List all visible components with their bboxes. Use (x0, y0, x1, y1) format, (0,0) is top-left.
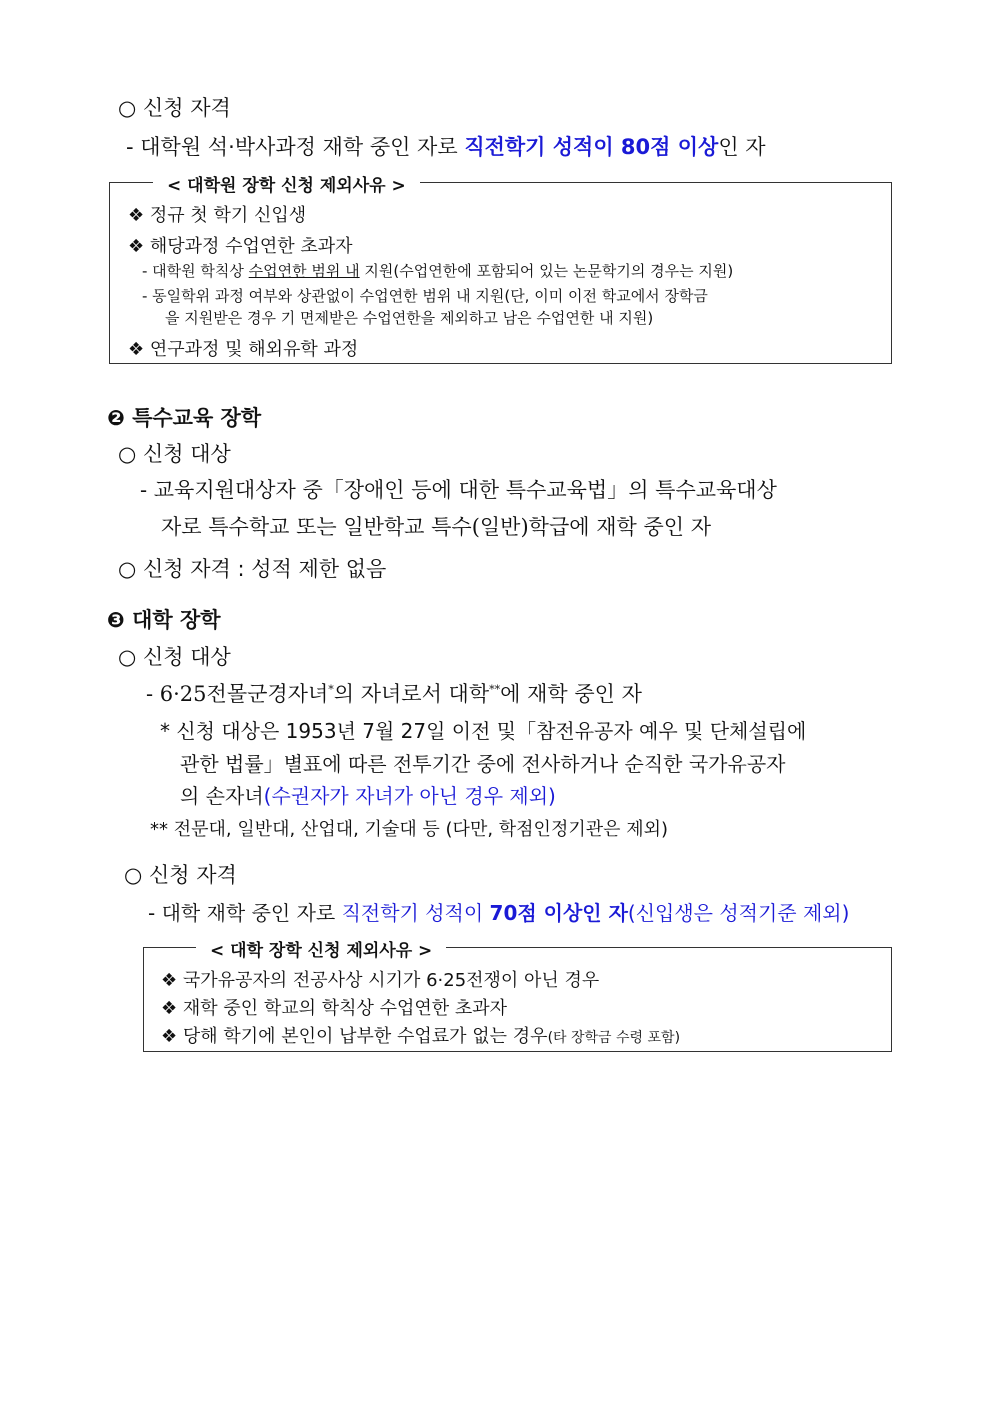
grad-qual-line (126, 131, 766, 161)
univ-qual-blue: 직전학기 성적이 (341, 901, 490, 925)
univ-target-sup2: ** (489, 683, 501, 696)
univ-exclusion-last-main: ❖ 당해 학기에 본인이 납부한 수업료가 없는 경우 (161, 1026, 548, 1047)
univ-note1-prefix: 의 손자녀 (180, 784, 264, 808)
grad-exclusion-sub2-line1: - 동일학위 과정 여부와 상관없이 수업연한 범위 내 지원(단, 이미 이전 학교에서 장학금 (142, 287, 708, 305)
grad-sub1-suffix: 지원(수업연한에 포함되어 있는 논문학기의 경우는 지원) (359, 262, 734, 280)
univ-note1-line3 (180, 780, 556, 809)
grad-qual-heading: ○ 신청 자격 (118, 96, 231, 120)
univ-exclusion-item: ❖ 재학 중인 학교의 학칙상 수업연한 초과자 (161, 998, 508, 1019)
univ-note1-line2: 관한 법률」별표에 따른 전투기간 중에 전사하거나 순직한 국가유공자 (180, 752, 786, 776)
univ-qual-heading: ○ 신청 자격 (124, 863, 237, 887)
grad-exclusion-title: < 대학원 장학 신청 제외사유 > (153, 171, 420, 196)
special-target-line1: - 교육지원대상자 중「장애인 등에 대한 특수교육법」의 특수교육대상 (140, 478, 777, 502)
univ-note2: ** 전문대, 일반대, 산업대, 기술대 등 (다만, 학점인정기관은 제외) (150, 819, 669, 840)
univ-exclusion-item-last (161, 1022, 680, 1048)
univ-heading: ❸ 대학 장학 (107, 608, 221, 632)
univ-target-part-a: - 6·25전몰군경자녀 (146, 682, 329, 706)
grad-exclusion-sub1 (142, 260, 733, 281)
grad-qual-suffix: 인 자 (718, 135, 766, 159)
univ-target-line (146, 678, 642, 708)
univ-exclusion-title: < 대학 장학 신청 제외사유 > (196, 936, 446, 961)
special-heading: ❷ 특수교육 장학 (107, 406, 262, 430)
grad-qual-highlight: 직전학기 성적이 80점 이상 (464, 135, 719, 159)
univ-note1-blue: (수권자가 자녀가 아닌 경우 제외) (263, 784, 556, 808)
univ-qual-prefix: - 대학 재학 중인 자로 (148, 901, 342, 925)
univ-target-part-c: 에 재학 중인 자 (500, 682, 642, 706)
grad-exclusion-item-last: ❖ 연구과정 및 해외유학 과정 (128, 339, 359, 360)
grad-exclusion-item: ❖ 해당과정 수업연한 초과자 (128, 236, 353, 257)
grad-sub1-prefix: - 대학원 학칙상 (142, 262, 249, 280)
grad-exclusion-item: ❖ 정규 첫 학기 신입생 (128, 205, 307, 226)
grad-sub1-underline: 수업연한 범위 내 (248, 262, 360, 280)
grad-exclusion-sub2-line2: 을 지원받은 경우 기 면제받은 수업연한을 제외하고 남은 수업연한 내 지원) (165, 309, 654, 327)
grad-qual-prefix: - 대학원 석·박사과정 재학 중인 자로 (126, 135, 465, 159)
univ-qual-line (148, 897, 849, 926)
univ-note1-line1: * 신청 대상은 1953년 7월 27일 이전 및「참전유공자 예우 및 단체설립에 (160, 719, 807, 743)
univ-target-heading: ○ 신청 대상 (118, 645, 231, 669)
univ-target-sup1: * (328, 683, 334, 696)
univ-qual-tail: (신입생은 성적기준 제외) (627, 901, 850, 925)
special-qual-heading: ○ 신청 자격 : 성적 제한 없음 (118, 557, 387, 581)
univ-qual-bold: 70점 이상인 자 (489, 901, 628, 925)
special-target-heading: ○ 신청 대상 (118, 442, 231, 466)
special-target-line2: 자로 특수학교 또는 일반학교 특수(일반)학급에 재학 중인 자 (161, 515, 711, 539)
univ-exclusion-last-small: (타 장학금 수령 포함) (547, 1030, 681, 1046)
univ-exclusion-item: ❖ 국가유공자의 전공사상 시기가 6·25전쟁이 아닌 경우 (161, 970, 600, 991)
univ-target-part-b: 의 자녀로서 대학 (333, 682, 490, 706)
